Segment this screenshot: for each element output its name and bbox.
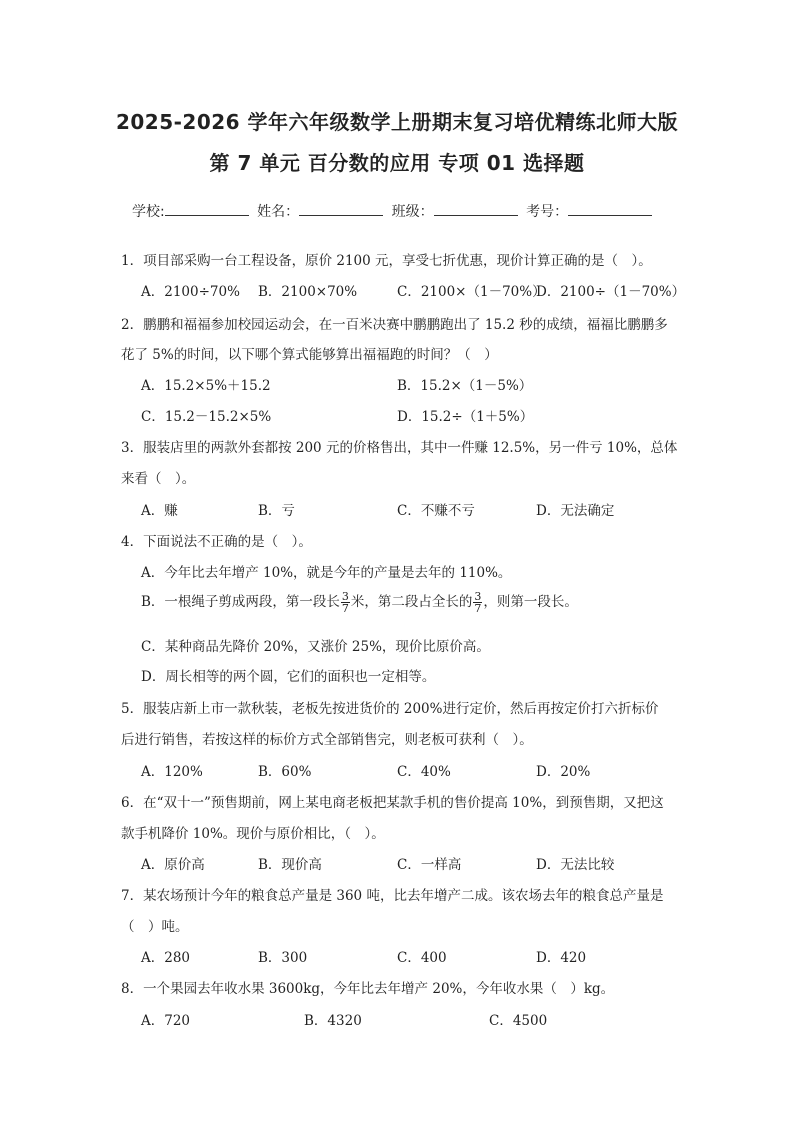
question-2-text-line2: 花了 5%的时间，以下哪个算式能够算出福福跑的时间？（ ）	[121, 347, 498, 363]
student-info-row	[132, 201, 656, 221]
q8-option-c: C．4500	[489, 1013, 548, 1029]
question-8-text: 8．一个果园去年收水果 3600kg，今年比去年增产 20%，今年收水果（ ）kg。	[121, 981, 615, 997]
name-label: 姓名：	[257, 204, 300, 220]
q3-option-b: B．亏	[258, 503, 295, 519]
fraction-3-7	[473, 591, 482, 614]
q1-option-d: D．2100÷（1－70%）	[536, 284, 686, 300]
question-7-text-line1: 7．某农场预计今年的粮食总产量是 360 吨，比去年增产二成。该农场去年的粮食总产量是	[121, 888, 664, 904]
fraction-numerator: 3	[341, 590, 349, 603]
question-6-text-line2: 款手机降价 10%。现价与原价相比，（ ）。	[121, 826, 385, 842]
fraction-denominator: 7	[474, 602, 482, 615]
question-3-text-line1: 3．服装店里的两款外套都按 200 元的价格售出，其中一件赚 12.5%，另一件亏 10%，总体	[121, 440, 678, 456]
question-6-text-line1: 6．在“双十一”预售期前，网上某电商老板把某款手机的售价提高 10%，到预售期，又把这	[121, 795, 664, 811]
question-5-text-line1: 5．服装店新上市一款秋装，老板先按进货价的 200%进行定价，然后再按定价打六折标价	[121, 701, 659, 717]
q1-option-b: B．2100×70%	[258, 284, 358, 300]
question-2-text-line1: 2．鹏鹏和福福参加校园运动会，在一百米决赛中鹏鹏跑出了 15.2 秒的成绩，福福比鹏鹏多	[121, 317, 668, 333]
school-blank	[165, 201, 249, 216]
q4-option-c: C．某种商品先降价 20%，又涨价 25%，现价比原价高。	[141, 639, 490, 655]
q2-option-d: D．15.2÷（1＋5%）	[397, 409, 534, 425]
q4-option-d: D．周长相等的两个圆，它们的面积也一定相等。	[141, 669, 436, 685]
q2-option-b: B．15.2×（1－5%）	[397, 378, 533, 394]
q4-option-a: A．今年比去年增产 10%，就是今年的产量是去年的 110%。	[141, 565, 512, 581]
q2-option-a: A．15.2×5%＋15.2	[141, 378, 271, 394]
q3-option-a: A．赚	[141, 503, 178, 519]
q5-option-d: D．20%	[536, 764, 591, 780]
q6-option-a: A．原价高	[141, 857, 205, 873]
fraction-denominator: 7	[341, 602, 349, 615]
q3-option-c: C．不赚不亏	[397, 503, 475, 519]
q7-option-a: A．280	[141, 950, 191, 966]
fraction-3-7	[341, 591, 350, 614]
q1-option-c: C．2100×（1－70%）	[397, 284, 546, 300]
name-blank	[299, 201, 383, 216]
fraction-numerator: 3	[474, 590, 482, 603]
q4-option-b-mid: 米，第二段占全长的	[350, 594, 473, 610]
q6-option-b: B．现价高	[258, 857, 322, 873]
question-7-text-line2: （ ）吨。	[121, 919, 189, 935]
q6-option-c: C．一样高	[397, 857, 462, 873]
q5-option-c: C．40%	[397, 764, 451, 780]
question-5-text-line2: 后进行销售，若按这样的标价方式全部销售完，则老板可获利（ ）。	[121, 732, 533, 748]
page-title-line1: 2025-2026 学年六年级数学上册期末复习培优精练北师大版	[115, 110, 679, 134]
q4-option-b-post: ，则第一段长。	[483, 594, 578, 610]
q2-option-c: C．15.2－15.2×5%	[141, 409, 272, 425]
q4-option-b	[141, 590, 578, 614]
q4-option-b-pre: B．一根绳子剪成两段，第一段长	[141, 594, 340, 610]
school-label: 学校:	[132, 204, 165, 220]
class-blank	[434, 201, 518, 216]
page-title-line2: 第 7 单元 百分数的应用 专项 01 选择题	[209, 151, 585, 175]
exam-no-label: 考号：	[526, 204, 569, 220]
q7-option-b: B．300	[258, 950, 308, 966]
question-1-text: 1．项目部采购一台工程设备，原价 2100 元，享受七折优惠，现价计算正确的是（ ）。	[121, 253, 652, 269]
q5-option-b: B．60%	[258, 764, 312, 780]
q7-option-c: C．400	[397, 950, 447, 966]
q7-option-d: D．420	[536, 950, 587, 966]
q1-option-a: A．2100÷70%	[141, 284, 240, 300]
question-3-text-line2: 来看（ ）。	[121, 471, 196, 487]
exam-no-blank	[568, 201, 652, 216]
class-label: 班级：	[391, 204, 434, 220]
q5-option-a: A．120%	[141, 764, 203, 780]
q3-option-d: D．无法确定	[536, 503, 615, 519]
question-4-text: 4．下面说法不正确的是（ ）。	[121, 534, 312, 550]
q8-option-b: B．4320	[304, 1013, 362, 1029]
q6-option-d: D．无法比较	[536, 857, 615, 873]
q8-option-a: A．720	[141, 1013, 191, 1029]
